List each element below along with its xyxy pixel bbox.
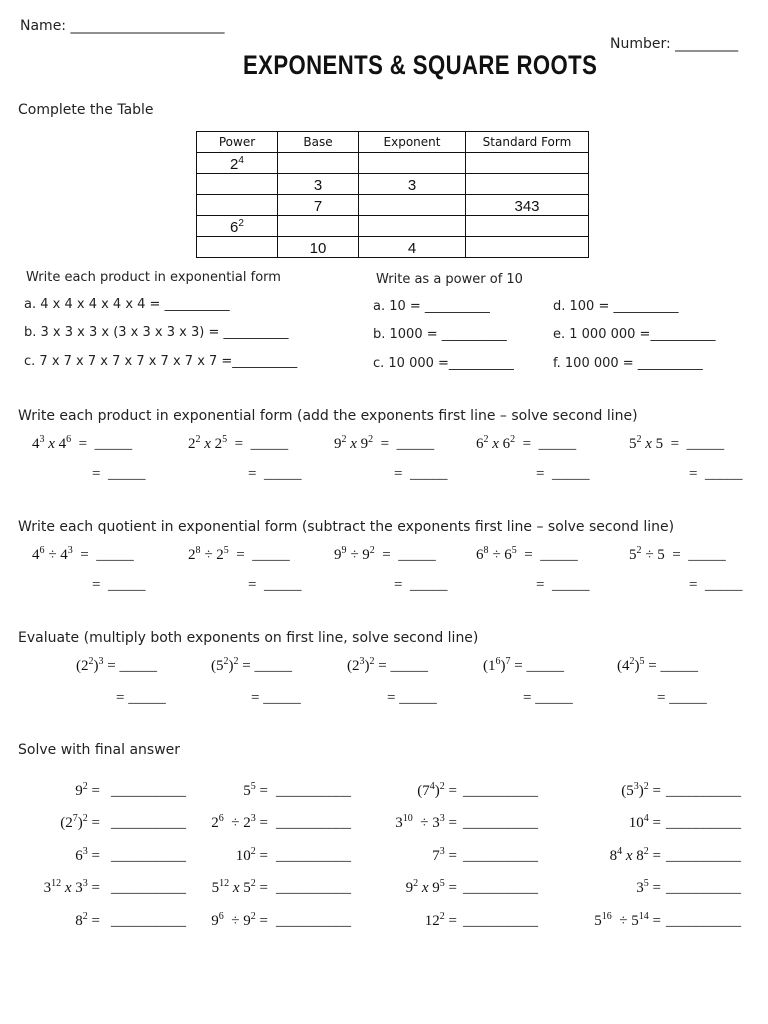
page-title: EXPONENTS & SQUARE ROOTS [243,50,598,80]
power-ten-item-a[interactable]: a. 10 = __________ [373,299,490,314]
solve-answer-blank[interactable]: __________ [463,880,538,896]
table-cell: 3 [278,174,359,195]
solve-answer-blank[interactable]: __________ [666,848,741,864]
table-row [197,216,589,237]
s4-answer-1[interactable]: = _____ [92,577,146,593]
s3-expression-4[interactable]: $6^2$ x $6^2$ = _____ [476,434,577,452]
evaluate-answer-2[interactable]: = _____ [251,690,301,706]
s4-expression-1[interactable]: $4^6 \div 4^3$ = _____ [32,545,134,563]
solve-answer-blank[interactable]: __________ [111,848,186,864]
solve-expression: $(5^3)^2$ = [621,781,661,799]
table-cell-blank[interactable] [278,153,359,174]
solve-expression: $9^2$ x $9^5$ = [405,878,457,896]
s3-answer-4[interactable]: = _____ [536,466,590,482]
table-cell: 343 [466,195,589,216]
evaluate-answer-1[interactable]: = _____ [116,690,166,706]
table-row [197,237,589,258]
product-item-b[interactable]: b. 3 x 3 x 3 x (3 x 3 x 3 x 3) = __________ [24,325,289,340]
s4-expression-5[interactable]: $5^2 \div 5$ = _____ [629,545,726,563]
s3-expression-2[interactable]: $2^2$ x $2^5$ = _____ [188,434,289,452]
solve-expression: $6^3$ = [75,846,100,864]
table-header: Power [197,132,278,153]
table-header: Standard Form [466,132,589,153]
solve-expression: $3^{10} \div 3^3$ = [395,813,457,831]
solve-expression: $10^4$ = [628,813,661,831]
solve-expression: $8^4$ x $8^2$ = [609,846,661,864]
evaluate-expression-2[interactable]: $(5^2)^2$ = _____ [211,656,292,674]
solve-answer-blank[interactable]: __________ [276,848,351,864]
solve-answer-blank[interactable]: __________ [276,815,351,831]
power-ten-item-b[interactable]: b. 1000 = __________ [373,327,507,342]
table-cell-blank[interactable] [359,195,466,216]
s3-answer-5[interactable]: = _____ [689,466,743,482]
table-row [197,174,589,195]
s3-expression-1[interactable]: $4^3$ x $4^6$ = _____ [32,434,133,452]
solve-answer-blank[interactable]: __________ [666,783,741,799]
s4-answer-4[interactable]: = _____ [536,577,590,593]
evaluate-expression-3[interactable]: $(2^3)^2$ = _____ [347,656,428,674]
solve-expression: $9^2$ = [75,781,100,799]
solve-answer-blank[interactable]: __________ [111,880,186,896]
section-heading-power-of-ten: Write as a power of 10 [376,272,523,287]
section-heading-product: Write each product in exponential form [26,270,281,285]
table-cell: $2^4$ [197,153,278,174]
section-heading-evaluate: Evaluate (multiply both exponents on first line, solve second line) [18,630,479,646]
solve-answer-blank[interactable]: __________ [276,783,351,799]
evaluate-answer-4[interactable]: = _____ [523,690,573,706]
solve-answer-blank[interactable]: __________ [276,880,351,896]
s4-expression-3[interactable]: $9^9 \div 9^2$ = _____ [334,545,436,563]
solve-answer-blank[interactable]: __________ [463,913,538,929]
solve-expression: $(7^4)^2$ = [417,781,457,799]
solve-answer-blank[interactable]: __________ [276,913,351,929]
table-cell-blank[interactable] [197,237,278,258]
s4-answer-3[interactable]: = _____ [394,577,448,593]
evaluate-expression-4[interactable]: $(1^6)^7$ = _____ [483,656,564,674]
solve-answer-blank[interactable]: __________ [111,815,186,831]
table-cell-blank[interactable] [466,216,589,237]
table-cell-blank[interactable] [197,195,278,216]
table-cell-blank[interactable] [466,237,589,258]
s4-expression-4[interactable]: $6^8 \div 6^5$ = _____ [476,545,578,563]
name-field[interactable]: Name: ______________________ [20,18,225,34]
table-cell: 4 [359,237,466,258]
s4-answer-5[interactable]: = _____ [689,577,743,593]
solve-answer-blank[interactable]: __________ [111,783,186,799]
solve-answer-blank[interactable]: __________ [111,913,186,929]
table-cell-blank[interactable] [197,174,278,195]
power-ten-item-e[interactable]: e. 1 000 000 =__________ [553,327,716,342]
power-ten-item-d[interactable]: d. 100 = __________ [553,299,679,314]
section-heading-table: Complete the Table [18,102,154,118]
power-ten-item-c[interactable]: c. 10 000 =__________ [373,356,514,371]
table-header: Exponent [359,132,466,153]
solve-expression: $(2^7)^2$ = [60,813,100,831]
table-cell-blank[interactable] [278,216,359,237]
solve-expression: $3^{12}$ x $3^3$ = [43,878,100,896]
s3-expression-5[interactable]: $5^2$ x 5 = _____ [629,434,725,452]
solve-answer-blank[interactable]: __________ [463,815,538,831]
table-cell-blank[interactable] [359,216,466,237]
solve-expression: $9^6 \div 9^2$ = [211,911,268,929]
product-item-c[interactable]: c. 7 x 7 x 7 x 7 x 7 x 7 x 7 x 7 =__________ [24,354,298,369]
product-item-a[interactable]: a. 4 x 4 x 4 x 4 x 4 = __________ [24,297,230,312]
s4-expression-2[interactable]: $2^8 \div 2^5$ = _____ [188,545,290,563]
s3-answer-1[interactable]: = _____ [92,466,146,482]
table-cell: 7 [278,195,359,216]
section-heading-solve: Solve with final answer [18,742,181,758]
solve-answer-blank[interactable]: __________ [666,880,741,896]
solve-answer-blank[interactable]: __________ [463,848,538,864]
solve-expression: $10^2$ = [235,846,268,864]
section-heading-divide: Write each quotient in exponential form (subtract the exponents first line – solve second line) [18,519,675,535]
section-heading-multiply: Write each product in exponential form (add the exponents first line – solve second line) [18,408,638,424]
s3-expression-3[interactable]: $9^2$ x $9^2$ = _____ [334,434,435,452]
solve-expression: $5^{16} \div 5^{14}$ = [594,911,661,929]
s4-answer-2[interactable]: = _____ [248,577,302,593]
solve-expression: $3^5$ = [636,878,661,896]
table-cell: $6^2$ [197,216,278,237]
solve-expression: $2^6 \div 2^3$ = [211,813,268,831]
solve-expression: $8^2$ = [75,911,100,929]
s3-answer-3[interactable]: = _____ [394,466,448,482]
solve-answer-blank[interactable]: __________ [463,783,538,799]
solve-expression: $12^2$ = [424,911,457,929]
table-row [197,153,589,174]
evaluate-expression-1[interactable]: $(2^2)^3$ = _____ [76,656,157,674]
table-cell-blank[interactable] [466,153,589,174]
power-ten-item-f[interactable]: f. 100 000 = __________ [553,356,703,371]
evaluate-expression-5[interactable]: $(4^2)^5$ = _____ [617,656,698,674]
evaluate-answer-3[interactable]: = _____ [387,690,437,706]
table-row [197,195,589,216]
table-header: Base [278,132,359,153]
table-cell: 3 [359,174,466,195]
evaluate-answer-5[interactable]: = _____ [657,690,707,706]
table-cell-blank[interactable] [359,153,466,174]
table-cell-blank[interactable] [466,174,589,195]
solve-answer-blank[interactable]: __________ [666,815,741,831]
s3-answer-2[interactable]: = _____ [248,466,302,482]
solve-answer-blank[interactable]: __________ [666,913,741,929]
table-cell: 10 [278,237,359,258]
solve-expression: $5^{12}$ x $5^2$ = [211,878,268,896]
solve-expression: $7^3$ = [432,846,457,864]
number-field[interactable]: Number: _________ [610,36,739,52]
solve-expression: $5^5$ = [243,781,268,799]
exponent-table [196,131,589,258]
